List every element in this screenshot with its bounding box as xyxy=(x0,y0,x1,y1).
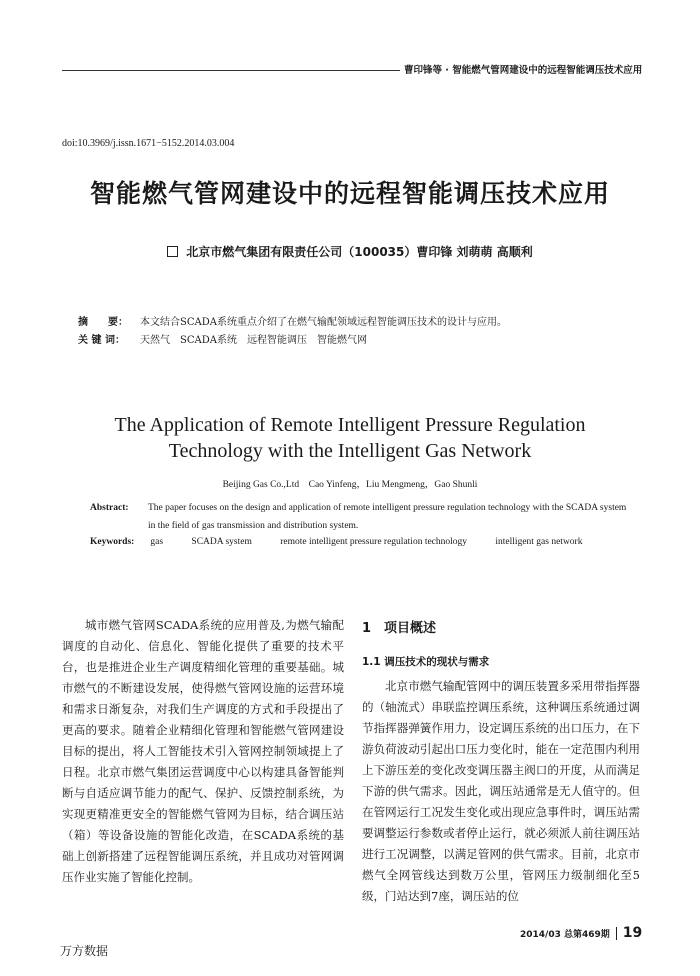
abstract-chinese-text: 本文结合SCADA系统重点介绍了在燃气输配领域远程智能调压技术的设计与应用。 xyxy=(140,317,507,328)
body-left-column xyxy=(62,615,344,888)
abstract-english-label: Abstract: xyxy=(90,503,129,513)
page-number: 19 xyxy=(622,925,643,941)
authors-english: Beijing Gas Co.,Ltd Cao Yinfeng，Liu Mengmeng，Gao Shunli xyxy=(222,480,478,490)
abstract-chinese xyxy=(78,313,507,328)
keyword-item: remote intelligent pressure regulation technology xyxy=(280,537,468,547)
keyword-item: intelligent gas network xyxy=(495,537,583,547)
authors-chinese xyxy=(0,243,700,260)
abstract-english xyxy=(90,499,630,535)
keywords-chinese-text: 天然气 SCADA系统 远程智能调压 智能燃气网 xyxy=(140,335,367,346)
intro-paragraph: 城市燃气管网SCADA系统的应用普及,为燃气输配调度的自动化、信息化、智能化提供了重要的技术平台，也是推进企业生产调度精细化管理的重要基础。城市燃气的不断建设发展，使得燃气管网设施的运营环境和需求日渐复杂，对我们生产调度的方式和手段提出了更高的要求。随着企业精细化管理和智能燃气管网建设目标的提出，将人工智能技术引入管网控制领域提上了日程。北京市燃气集团运营调度中心以构建具备智能判断与自适应调节能力的配气、保护、反馈控制系统，为实现更精准更安全的智能燃气管网为目标，结合调压站（箱）等设备设施的智能化改造，在SCADA系统的基础上创新搭建了远程智能调压系统，并且成功对管网调压作业实施了智能化控制。 xyxy=(62,618,344,884)
title-english xyxy=(0,412,700,464)
title-english-line1: The Application of Remote Intelligent Pressure Regulation xyxy=(114,414,586,436)
title-english-line2: Technology with the Intelligent Gas Network xyxy=(168,440,532,462)
page-footer xyxy=(520,925,642,941)
footer-divider xyxy=(616,927,617,940)
subsection-heading: 1.1 调压技术的现状与需求 xyxy=(362,656,490,668)
square-bullet-icon xyxy=(167,246,178,257)
keywords-chinese-label: 关 键 词： xyxy=(78,335,125,346)
abstract-chinese-label: 摘 要： xyxy=(78,317,128,328)
header-rule xyxy=(62,70,400,71)
doi-link[interactable]: doi:10.3969/j.issn.1671−5152.2014.03.004 xyxy=(62,138,235,149)
section-paragraph: 北京市燃气输配管网中的调压装置多采用带指挥器的（轴流式）串联监控调压系统，这种调压系统通过调节指挥器弹簧作用力，设定调压系统的出口压力，在下游负荷波动引起出口压力变化时，能在一定范围内利用上下游压差的变化改变调压器主阀口的开度，从而满足下游的供气需求。因此，调压站通常是无人值守的。但在管网运行工况发生变化或出现应急事件时，调压站需要调整运行参数或者停止运行，就必须派人前往调压站进行工况调整，以满足管网的供气需求。目前，北京市燃气全网管线达到数万公里，管网压力级制细化至5级，门站达到7座，调压站的位 xyxy=(362,679,640,903)
keywords-chinese xyxy=(78,331,367,346)
keywords-english-label: Keywords: xyxy=(90,537,135,547)
keyword-item: gas xyxy=(150,537,164,547)
keyword-item: SCADA system xyxy=(191,537,252,547)
running-title: 曹印锋等 · 智能燃气管网建设中的远程智能调压技术应用 xyxy=(404,65,643,76)
issue-info: 2014/03 总第469期 xyxy=(520,930,610,940)
authors-chinese-text: 北京市燃气集团有限责任公司（100035）曹印锋 刘萌萌 高顺利 xyxy=(186,245,533,259)
section-heading: 1 项目概述 xyxy=(362,621,437,636)
title-chinese: 智能燃气管网建设中的远程智能调压技术应用 xyxy=(89,179,610,208)
abstract-english-text: The paper focuses on the design and application of remote intelligent pressure regulation technology with the SCADA system in the field of gas transmission and distribution system. xyxy=(148,503,627,531)
watermark: 万方数据 xyxy=(60,944,109,958)
keywords-english xyxy=(90,537,608,547)
body-right-column xyxy=(362,676,640,907)
